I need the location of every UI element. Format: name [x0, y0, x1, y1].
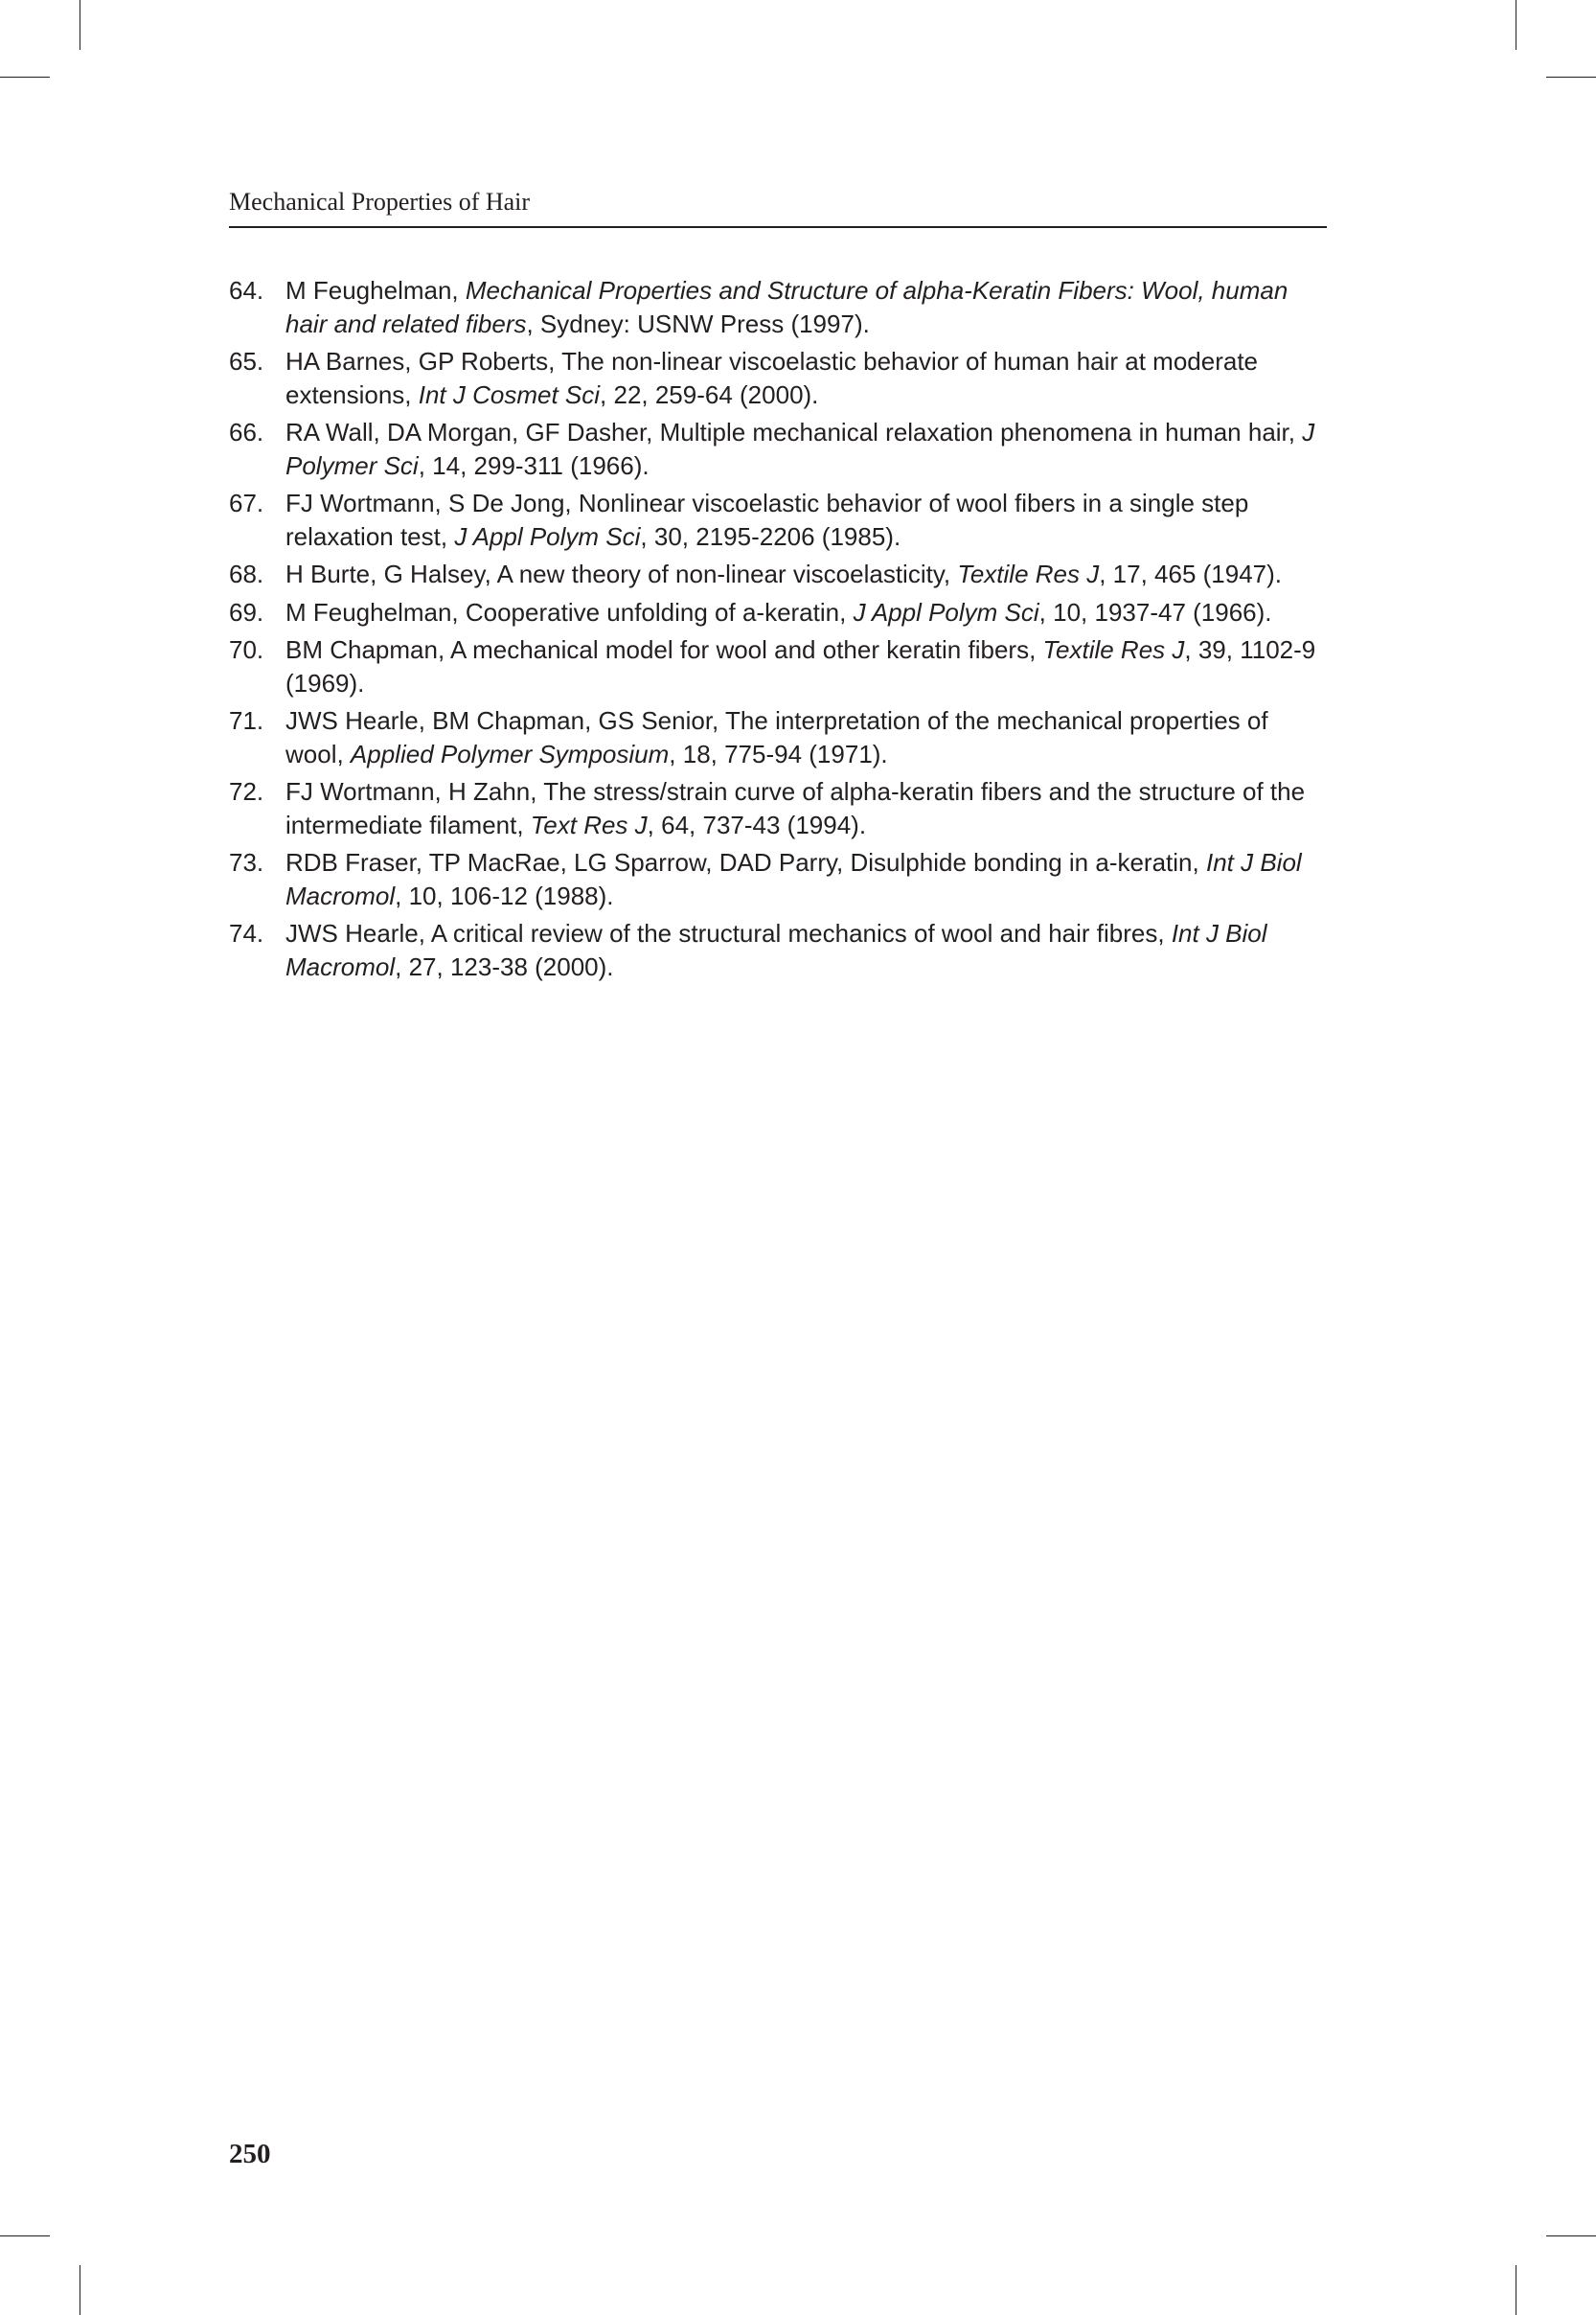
reference-source-title: Mechanical Properties and Structure of alpha-Keratin Fibers: Wool, human hair and related fibers — [285, 276, 1288, 338]
reference-text-segment: , 14, 299-311 (1966). — [418, 450, 650, 480]
reference-number: 70. — [229, 635, 264, 664]
reference-number: 65. — [229, 347, 264, 376]
reference-item — [229, 558, 1327, 591]
reference-source-title: Int J Cosmet Sci — [418, 379, 601, 409]
reference-source-title: J Polymer Sci — [285, 418, 1315, 480]
reference-source-title: Textile Res J — [957, 560, 1100, 588]
reference-text-segment: M Feughelman, Cooperative unfolding of a-keratin, — [285, 597, 854, 627]
reference-number: 66. — [229, 418, 264, 447]
reference-number: 72. — [229, 777, 264, 806]
reference-number: 69. — [229, 597, 264, 627]
reference-item — [229, 345, 1327, 411]
reference-text-segment: H Burte, G Halsey, A new theory of non-linear viscoelasticity, — [285, 560, 958, 588]
reference-item — [229, 596, 1327, 630]
reference-text-segment: BM Chapman, A mechanical model for wool and other keratin fibers, — [285, 635, 1043, 664]
reference-text — [285, 418, 1314, 480]
reference-text-segment: HA Barnes, GP Roberts, The non-linear viscoelastic behavior of human hair at moderate extensions, — [285, 347, 1259, 409]
header-rule — [229, 226, 1327, 228]
reference-item — [229, 775, 1327, 841]
reference-text-segment: , 18, 775-94 (1971). — [669, 739, 888, 768]
crop-mark-bottom-right-h — [1546, 2235, 1596, 2236]
reference-item — [229, 633, 1327, 699]
reference-source-title: Text Res J — [530, 810, 648, 839]
reference-text — [285, 706, 1268, 768]
crop-mark-top-right-h — [1546, 77, 1596, 78]
reference-text — [285, 560, 1282, 588]
reference-text-segment: , 10, 106-12 (1988). — [395, 881, 614, 910]
reference-text-segment: , 30, 2195-2206 (1985). — [640, 521, 901, 551]
reference-item — [229, 416, 1327, 482]
reference-item — [229, 704, 1327, 770]
reference-text — [285, 635, 1315, 698]
reference-text-segment: , 22, 259-64 (2000). — [600, 379, 819, 409]
reference-item — [229, 487, 1327, 553]
page-number: 250 — [229, 2139, 271, 2169]
reference-source-title: Textile Res J — [1042, 635, 1185, 664]
reference-text-segment: , 10, 1937-47 (1966). — [1038, 597, 1272, 627]
reference-text-segment: FJ Wortmann, H Zahn, The stress/strain curve of alpha-keratin fibers and the structure of the intermediate filament, — [285, 777, 1306, 839]
reference-text-segment: , 39, 1102-9 (1969). — [285, 635, 1316, 698]
reference-number: 74. — [229, 919, 264, 948]
reference-text-segment: RDB Fraser, TP MacRae, LG Sparrow, DAD Parry, Disulphide bonding in a-keratin, — [285, 848, 1206, 877]
reference-source-title: J Appl Polym Sci — [853, 597, 1039, 627]
reference-text-segment: JWS Hearle, A critical review of the structural mechanics of wool and hair fibres, — [285, 919, 1172, 948]
reference-text — [285, 598, 1272, 627]
reference-number: 67. — [229, 489, 264, 517]
reference-item — [229, 274, 1327, 340]
reference-item — [229, 917, 1327, 983]
reference-text — [285, 347, 1258, 409]
reference-text-segment: , 64, 737-43 (1994). — [647, 810, 867, 839]
reference-source-title: Int J Biol Macromol — [285, 848, 1302, 910]
reference-text — [285, 777, 1305, 839]
reference-text — [285, 276, 1288, 338]
running-head: Mechanical Properties of Hair — [229, 188, 531, 216]
reference-number: 71. — [229, 706, 264, 735]
reference-text-segment: FJ Wortmann, S De Jong, Nonlinear viscoelastic behavior of wool fibers in a single step relaxation test, — [285, 489, 1249, 551]
crop-mark-bottom-left-h — [0, 2235, 50, 2236]
reference-text-segment: JWS Hearle, BM Chapman, GS Senior, The interpretation of the mechanical properties of wool, — [285, 706, 1268, 768]
reference-text-segment: RA Wall, DA Morgan, GF Dasher, Multiple mechanical relaxation phenomena in human hair, — [285, 418, 1303, 447]
reference-text — [285, 489, 1248, 551]
crop-mark-top-left-h — [0, 77, 50, 78]
reference-number: 64. — [229, 276, 264, 305]
reference-text-segment: , Sydney: USNW Press (1997). — [526, 309, 870, 338]
reference-text-segment: , 27, 123-38 (2000). — [395, 951, 614, 981]
reference-source-title: Applied Polymer Symposium — [350, 739, 670, 768]
reference-source-title: J Appl Polym Sci — [454, 521, 641, 551]
reference-item — [229, 846, 1327, 912]
reference-text — [285, 848, 1302, 910]
reference-text — [285, 919, 1267, 981]
reference-text-segment: , 17, 465 (1947). — [1099, 560, 1283, 588]
reference-number: 68. — [229, 560, 264, 588]
reference-list — [229, 274, 1327, 988]
reference-text-segment: M Feughelman, — [285, 276, 466, 305]
reference-number: 73. — [229, 848, 264, 877]
reference-source-title: Int J Biol Macromol — [285, 919, 1267, 981]
